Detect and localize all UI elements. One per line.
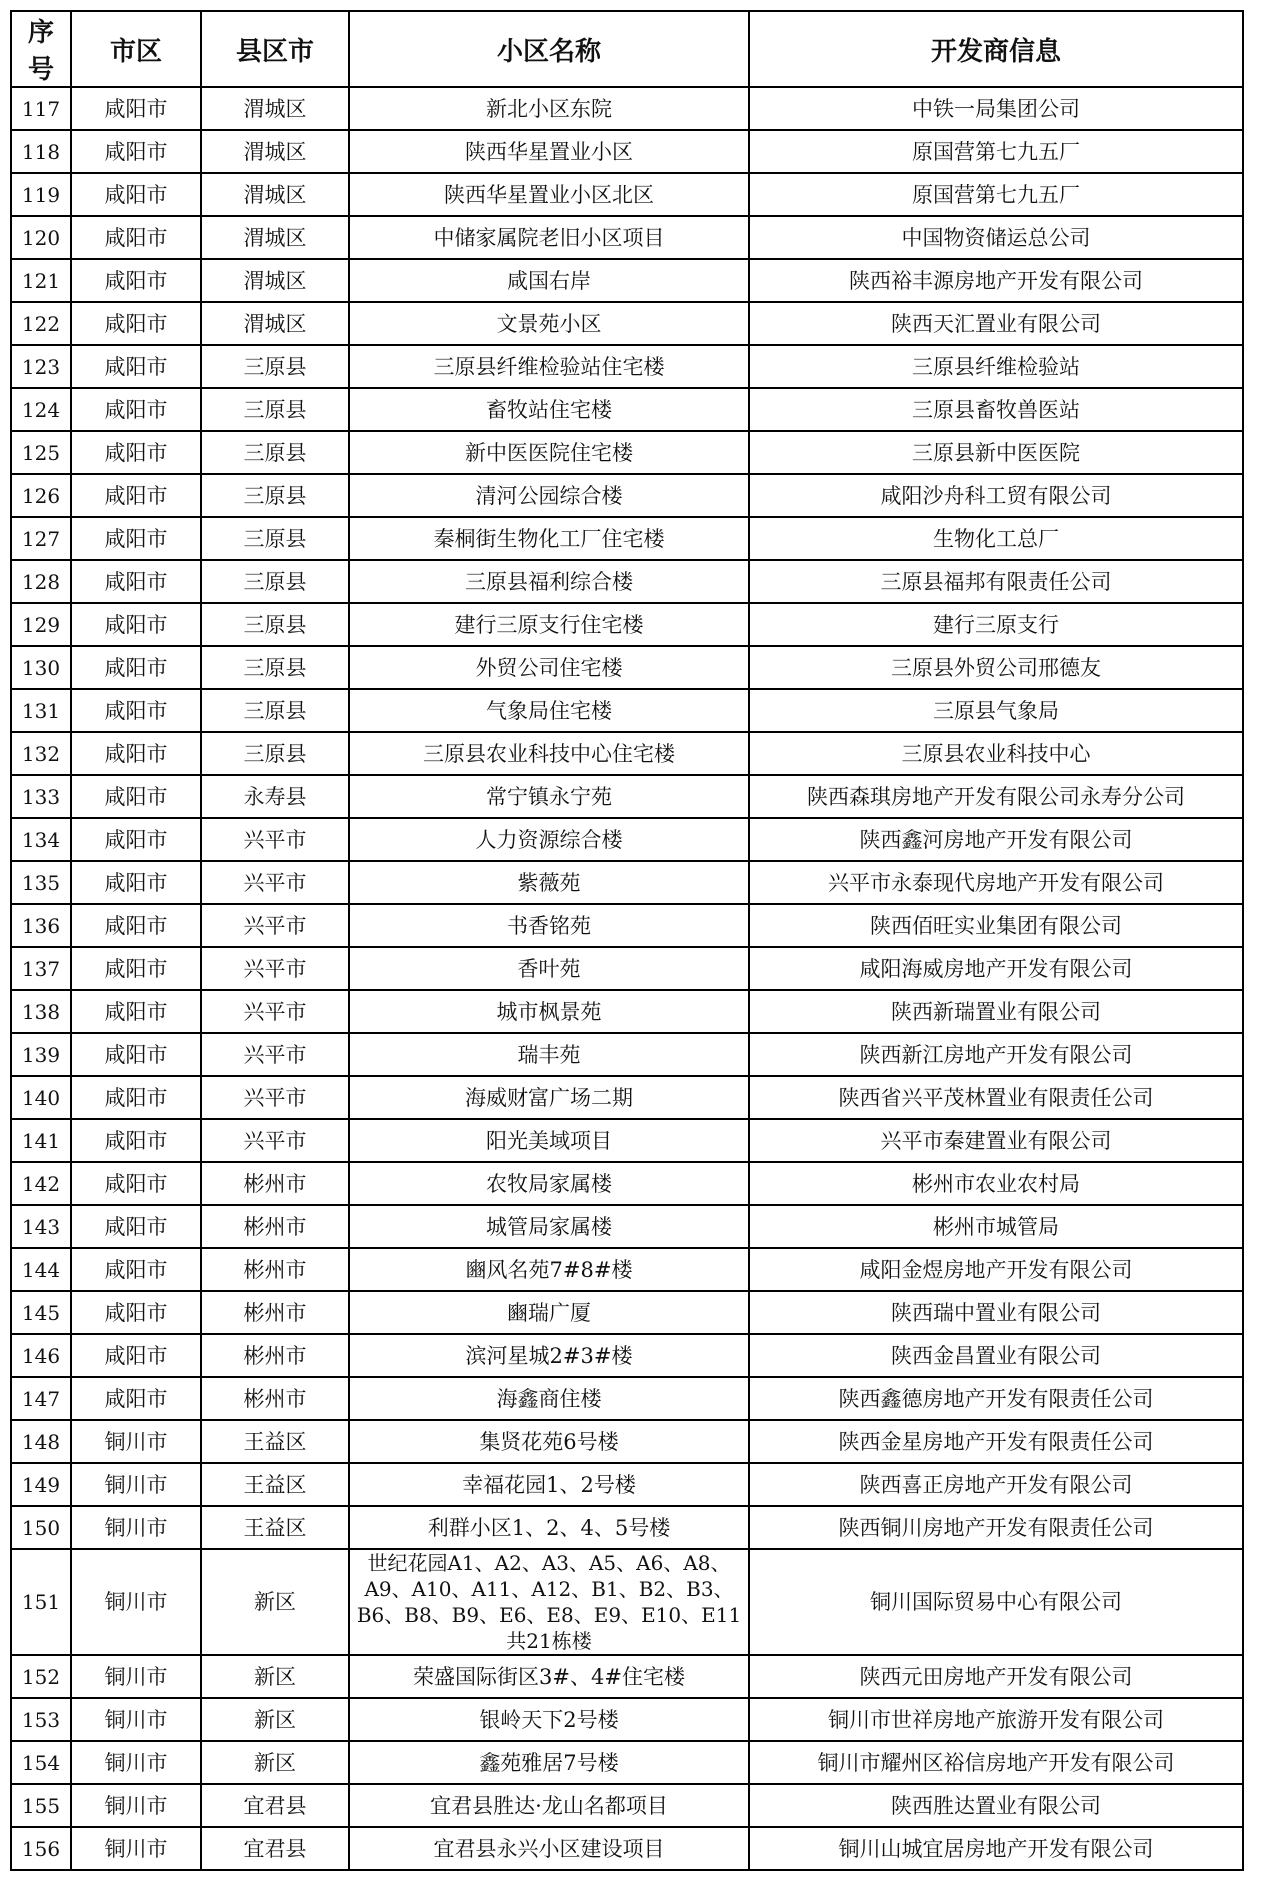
table-row xyxy=(11,1549,1243,1655)
cell-city: 咸阳市 xyxy=(71,259,201,302)
cell-county: 三原县 xyxy=(201,603,349,646)
table-row xyxy=(11,1076,1243,1119)
cell-city: 铜川市 xyxy=(71,1741,201,1784)
table-row xyxy=(11,904,1243,947)
cell-developer: 三原县农业科技中心 xyxy=(749,732,1243,775)
cell-index: 147 xyxy=(11,1377,71,1420)
table-row xyxy=(11,861,1243,904)
cell-developer: 陕西省兴平茂林置业有限责任公司 xyxy=(749,1076,1243,1119)
cell-county: 三原县 xyxy=(201,388,349,431)
cell-county: 渭城区 xyxy=(201,130,349,173)
cell-county: 三原县 xyxy=(201,345,349,388)
cell-county: 渭城区 xyxy=(201,173,349,216)
cell-index: 138 xyxy=(11,990,71,1033)
cell-developer: 陕西喜正房地产开发有限公司 xyxy=(749,1463,1243,1506)
cell-county: 彬州市 xyxy=(201,1291,349,1334)
cell-developer: 铜川市世祥房地产旅游开发有限公司 xyxy=(749,1698,1243,1741)
cell-county: 渭城区 xyxy=(201,302,349,345)
cell-community-name: 海鑫商住楼 xyxy=(349,1377,749,1420)
cell-index: 122 xyxy=(11,302,71,345)
header-index: 序号 xyxy=(11,11,71,87)
cell-city: 铜川市 xyxy=(71,1698,201,1741)
cell-index: 135 xyxy=(11,861,71,904)
cell-county: 三原县 xyxy=(201,646,349,689)
cell-city: 咸阳市 xyxy=(71,1162,201,1205)
cell-county: 彬州市 xyxy=(201,1162,349,1205)
cell-community-name: 三原县福利综合楼 xyxy=(349,560,749,603)
table-row xyxy=(11,1334,1243,1377)
cell-county: 彬州市 xyxy=(201,1248,349,1291)
cell-index: 130 xyxy=(11,646,71,689)
cell-city: 咸阳市 xyxy=(71,1205,201,1248)
table-row xyxy=(11,1506,1243,1549)
cell-county: 兴平市 xyxy=(201,990,349,1033)
table-row xyxy=(11,216,1243,259)
cell-index: 155 xyxy=(11,1784,71,1827)
cell-developer: 铜川国际贸易中心有限公司 xyxy=(749,1549,1243,1655)
cell-city: 铜川市 xyxy=(71,1420,201,1463)
cell-community-name: 瑞丰苑 xyxy=(349,1033,749,1076)
cell-index: 140 xyxy=(11,1076,71,1119)
cell-city: 铜川市 xyxy=(71,1784,201,1827)
cell-community-name: 荣盛国际街区3#、4#住宅楼 xyxy=(349,1655,749,1698)
community-table xyxy=(10,10,1244,1871)
cell-developer: 中国物资储运总公司 xyxy=(749,216,1243,259)
table-row xyxy=(11,1162,1243,1205)
cell-community-name: 宜君县永兴小区建设项目 xyxy=(349,1827,749,1870)
cell-developer: 建行三原支行 xyxy=(749,603,1243,646)
cell-developer: 兴平市永泰现代房地产开发有限公司 xyxy=(749,861,1243,904)
cell-county: 新区 xyxy=(201,1655,349,1698)
cell-developer: 陕西瑞中置业有限公司 xyxy=(749,1291,1243,1334)
cell-index: 123 xyxy=(11,345,71,388)
header-row xyxy=(11,11,1243,87)
cell-city: 咸阳市 xyxy=(71,302,201,345)
cell-city: 咸阳市 xyxy=(71,474,201,517)
table-row xyxy=(11,689,1243,732)
cell-county: 新区 xyxy=(201,1549,349,1655)
table-row xyxy=(11,560,1243,603)
cell-city: 咸阳市 xyxy=(71,1334,201,1377)
cell-community-name: 陕西华星置业小区 xyxy=(349,130,749,173)
cell-county: 兴平市 xyxy=(201,904,349,947)
document-page xyxy=(10,10,1242,1871)
cell-community-name: 银岭天下2号楼 xyxy=(349,1698,749,1741)
cell-index: 141 xyxy=(11,1119,71,1162)
cell-county: 兴平市 xyxy=(201,1076,349,1119)
cell-community-name: 三原县纤维检验站住宅楼 xyxy=(349,345,749,388)
cell-index: 156 xyxy=(11,1827,71,1870)
cell-community-name: 紫薇苑 xyxy=(349,861,749,904)
cell-city: 咸阳市 xyxy=(71,603,201,646)
cell-county: 三原县 xyxy=(201,474,349,517)
cell-index: 133 xyxy=(11,775,71,818)
cell-community-name: 三原县农业科技中心住宅楼 xyxy=(349,732,749,775)
cell-developer: 三原县纤维检验站 xyxy=(749,345,1243,388)
table-row xyxy=(11,130,1243,173)
cell-index: 145 xyxy=(11,1291,71,1334)
cell-community-name: 中储家属院老旧小区项目 xyxy=(349,216,749,259)
cell-community-name: 海威财富广场二期 xyxy=(349,1076,749,1119)
table-row xyxy=(11,517,1243,560)
cell-community-name: 豳风名苑7#8#楼 xyxy=(349,1248,749,1291)
table-row xyxy=(11,87,1243,130)
cell-developer: 兴平市秦建置业有限公司 xyxy=(749,1119,1243,1162)
cell-index: 129 xyxy=(11,603,71,646)
cell-city: 铜川市 xyxy=(71,1549,201,1655)
cell-developer: 陕西天汇置业有限公司 xyxy=(749,302,1243,345)
cell-index: 144 xyxy=(11,1248,71,1291)
cell-county: 王益区 xyxy=(201,1463,349,1506)
cell-developer: 三原县新中医医院 xyxy=(749,431,1243,474)
table-row xyxy=(11,474,1243,517)
cell-index: 154 xyxy=(11,1741,71,1784)
table-row xyxy=(11,1033,1243,1076)
cell-community-name: 气象局住宅楼 xyxy=(349,689,749,732)
cell-community-name: 秦桐街生物化工厂住宅楼 xyxy=(349,517,749,560)
cell-index: 125 xyxy=(11,431,71,474)
cell-county: 新区 xyxy=(201,1741,349,1784)
cell-city: 咸阳市 xyxy=(71,904,201,947)
cell-index: 127 xyxy=(11,517,71,560)
cell-developer: 陕西铜川房地产开发有限责任公司 xyxy=(749,1506,1243,1549)
cell-county: 永寿县 xyxy=(201,775,349,818)
cell-county: 兴平市 xyxy=(201,1033,349,1076)
table-row xyxy=(11,1119,1243,1162)
cell-community-name: 建行三原支行住宅楼 xyxy=(349,603,749,646)
cell-county: 渭城区 xyxy=(201,259,349,302)
cell-community-name: 清河公园综合楼 xyxy=(349,474,749,517)
cell-city: 咸阳市 xyxy=(71,947,201,990)
cell-community-name: 书香铭苑 xyxy=(349,904,749,947)
cell-county: 兴平市 xyxy=(201,1119,349,1162)
cell-county: 彬州市 xyxy=(201,1205,349,1248)
table-row xyxy=(11,1698,1243,1741)
cell-index: 132 xyxy=(11,732,71,775)
cell-city: 咸阳市 xyxy=(71,818,201,861)
cell-city: 咸阳市 xyxy=(71,130,201,173)
cell-county: 宜君县 xyxy=(201,1827,349,1870)
cell-developer: 咸阳金煜房地产开发有限公司 xyxy=(749,1248,1243,1291)
cell-county: 兴平市 xyxy=(201,861,349,904)
cell-index: 153 xyxy=(11,1698,71,1741)
cell-developer: 原国营第七九五厂 xyxy=(749,130,1243,173)
cell-developer: 铜川山城宜居房地产开发有限公司 xyxy=(749,1827,1243,1870)
cell-community-name: 幸福花园1、2号楼 xyxy=(349,1463,749,1506)
cell-county: 兴平市 xyxy=(201,818,349,861)
cell-index: 151 xyxy=(11,1549,71,1655)
cell-developer: 陕西元田房地产开发有限公司 xyxy=(749,1655,1243,1698)
header-developer: 开发商信息 xyxy=(749,11,1243,87)
cell-community-name: 文景苑小区 xyxy=(349,302,749,345)
cell-county: 三原县 xyxy=(201,560,349,603)
cell-developer: 陕西金昌置业有限公司 xyxy=(749,1334,1243,1377)
cell-city: 咸阳市 xyxy=(71,861,201,904)
cell-city: 咸阳市 xyxy=(71,431,201,474)
cell-index: 118 xyxy=(11,130,71,173)
cell-developer: 中铁一局集团公司 xyxy=(749,87,1243,130)
cell-index: 149 xyxy=(11,1463,71,1506)
cell-index: 152 xyxy=(11,1655,71,1698)
cell-community-name: 宜君县胜达·龙山名都项目 xyxy=(349,1784,749,1827)
cell-community-name: 外贸公司住宅楼 xyxy=(349,646,749,689)
cell-county: 兴平市 xyxy=(201,947,349,990)
cell-index: 142 xyxy=(11,1162,71,1205)
table-row xyxy=(11,1784,1243,1827)
header-city: 市区 xyxy=(71,11,201,87)
cell-county: 王益区 xyxy=(201,1506,349,1549)
cell-city: 咸阳市 xyxy=(71,517,201,560)
cell-county: 新区 xyxy=(201,1698,349,1741)
cell-community-name: 利群小区1、2、4、5号楼 xyxy=(349,1506,749,1549)
cell-county: 渭城区 xyxy=(201,87,349,130)
cell-developer: 陕西新江房地产开发有限公司 xyxy=(749,1033,1243,1076)
table-row xyxy=(11,388,1243,431)
cell-city: 咸阳市 xyxy=(71,1377,201,1420)
table-row xyxy=(11,431,1243,474)
cell-community-name: 人力资源综合楼 xyxy=(349,818,749,861)
table-row xyxy=(11,1463,1243,1506)
cell-index: 150 xyxy=(11,1506,71,1549)
table-row xyxy=(11,1655,1243,1698)
cell-county: 彬州市 xyxy=(201,1334,349,1377)
table-row xyxy=(11,1377,1243,1420)
cell-index: 117 xyxy=(11,87,71,130)
table-row xyxy=(11,732,1243,775)
cell-developer: 彬州市农业农村局 xyxy=(749,1162,1243,1205)
cell-city: 咸阳市 xyxy=(71,87,201,130)
cell-community-name: 新北小区东院 xyxy=(349,87,749,130)
table-row xyxy=(11,990,1243,1033)
table-row xyxy=(11,1741,1243,1784)
header-community-name: 小区名称 xyxy=(349,11,749,87)
cell-index: 148 xyxy=(11,1420,71,1463)
cell-county: 三原县 xyxy=(201,431,349,474)
header-county: 县区市 xyxy=(201,11,349,87)
cell-developer: 陕西金星房地产开发有限责任公司 xyxy=(749,1420,1243,1463)
cell-city: 咸阳市 xyxy=(71,388,201,431)
cell-county: 三原县 xyxy=(201,732,349,775)
cell-developer: 铜川市耀州区裕信房地产开发有限公司 xyxy=(749,1741,1243,1784)
cell-city: 铜川市 xyxy=(71,1463,201,1506)
cell-developer: 陕西鑫德房地产开发有限责任公司 xyxy=(749,1377,1243,1420)
cell-community-name: 农牧局家属楼 xyxy=(349,1162,749,1205)
cell-city: 咸阳市 xyxy=(71,216,201,259)
cell-developer: 三原县气象局 xyxy=(749,689,1243,732)
table-row xyxy=(11,1827,1243,1870)
cell-county: 三原县 xyxy=(201,517,349,560)
cell-developer: 生物化工总厂 xyxy=(749,517,1243,560)
table-row xyxy=(11,1205,1243,1248)
cell-city: 咸阳市 xyxy=(71,560,201,603)
cell-county: 王益区 xyxy=(201,1420,349,1463)
cell-city: 咸阳市 xyxy=(71,775,201,818)
cell-developer: 陕西鑫河房地产开发有限公司 xyxy=(749,818,1243,861)
cell-index: 120 xyxy=(11,216,71,259)
cell-community-name: 新中医医院住宅楼 xyxy=(349,431,749,474)
cell-developer: 咸阳沙舟科工贸有限公司 xyxy=(749,474,1243,517)
table-row xyxy=(11,775,1243,818)
cell-index: 139 xyxy=(11,1033,71,1076)
cell-index: 136 xyxy=(11,904,71,947)
cell-city: 咸阳市 xyxy=(71,1248,201,1291)
cell-county: 渭城区 xyxy=(201,216,349,259)
cell-community-name: 陕西华星置业小区北区 xyxy=(349,173,749,216)
cell-developer: 陕西森琪房地产开发有限公司永寿分公司 xyxy=(749,775,1243,818)
cell-city: 咸阳市 xyxy=(71,689,201,732)
cell-developer: 三原县畜牧兽医站 xyxy=(749,388,1243,431)
table-row xyxy=(11,345,1243,388)
cell-city: 铜川市 xyxy=(71,1827,201,1870)
cell-developer: 三原县福邦有限责任公司 xyxy=(749,560,1243,603)
cell-index: 131 xyxy=(11,689,71,732)
cell-community-name: 常宁镇永宁苑 xyxy=(349,775,749,818)
cell-community-name: 畜牧站住宅楼 xyxy=(349,388,749,431)
cell-community-name: 滨河星城2#3#楼 xyxy=(349,1334,749,1377)
cell-community-name: 城管局家属楼 xyxy=(349,1205,749,1248)
table-row xyxy=(11,1420,1243,1463)
cell-city: 咸阳市 xyxy=(71,732,201,775)
cell-community-name: 咸国右岸 xyxy=(349,259,749,302)
cell-community-name: 世纪花园A1、A2、A3、A5、A6、A8、A9、A10、A11、A12、B1、B2、B3、B6、B8、B9、E6、E8、E9、E10、E11共21栋楼 xyxy=(349,1549,749,1655)
cell-developer: 三原县外贸公司邢德友 xyxy=(749,646,1243,689)
cell-developer: 陕西胜达置业有限公司 xyxy=(749,1784,1243,1827)
table-row xyxy=(11,1248,1243,1291)
table-row xyxy=(11,947,1243,990)
cell-index: 121 xyxy=(11,259,71,302)
cell-developer: 陕西佰旺实业集团有限公司 xyxy=(749,904,1243,947)
cell-community-name: 豳瑞广厦 xyxy=(349,1291,749,1334)
cell-developer: 陕西裕丰源房地产开发有限公司 xyxy=(749,259,1243,302)
cell-city: 咸阳市 xyxy=(71,646,201,689)
cell-county: 三原县 xyxy=(201,689,349,732)
cell-index: 126 xyxy=(11,474,71,517)
table-header xyxy=(11,11,1243,87)
cell-city: 铜川市 xyxy=(71,1655,201,1698)
table-row xyxy=(11,259,1243,302)
cell-developer: 陕西新瑞置业有限公司 xyxy=(749,990,1243,1033)
cell-city: 咸阳市 xyxy=(71,1119,201,1162)
cell-index: 134 xyxy=(11,818,71,861)
cell-community-name: 鑫苑雅居7号楼 xyxy=(349,1741,749,1784)
cell-developer: 彬州市城管局 xyxy=(749,1205,1243,1248)
table-row xyxy=(11,302,1243,345)
cell-community-name: 香叶苑 xyxy=(349,947,749,990)
cell-county: 宜君县 xyxy=(201,1784,349,1827)
cell-index: 146 xyxy=(11,1334,71,1377)
cell-county: 彬州市 xyxy=(201,1377,349,1420)
table-row xyxy=(11,603,1243,646)
cell-index: 137 xyxy=(11,947,71,990)
table-row xyxy=(11,818,1243,861)
cell-community-name: 城市枫景苑 xyxy=(349,990,749,1033)
cell-community-name: 阳光美域项目 xyxy=(349,1119,749,1162)
cell-index: 143 xyxy=(11,1205,71,1248)
cell-city: 咸阳市 xyxy=(71,990,201,1033)
cell-index: 128 xyxy=(11,560,71,603)
table-row xyxy=(11,646,1243,689)
cell-index: 119 xyxy=(11,173,71,216)
table-body xyxy=(11,87,1243,1870)
cell-developer: 原国营第七九五厂 xyxy=(749,173,1243,216)
cell-community-name: 集贤花苑6号楼 xyxy=(349,1420,749,1463)
cell-city: 咸阳市 xyxy=(71,345,201,388)
cell-city: 铜川市 xyxy=(71,1506,201,1549)
cell-developer: 咸阳海威房地产开发有限公司 xyxy=(749,947,1243,990)
cell-index: 124 xyxy=(11,388,71,431)
cell-city: 咸阳市 xyxy=(71,173,201,216)
cell-city: 咸阳市 xyxy=(71,1076,201,1119)
table-row xyxy=(11,1291,1243,1334)
table-row xyxy=(11,173,1243,216)
cell-city: 咸阳市 xyxy=(71,1033,201,1076)
cell-city: 咸阳市 xyxy=(71,1291,201,1334)
